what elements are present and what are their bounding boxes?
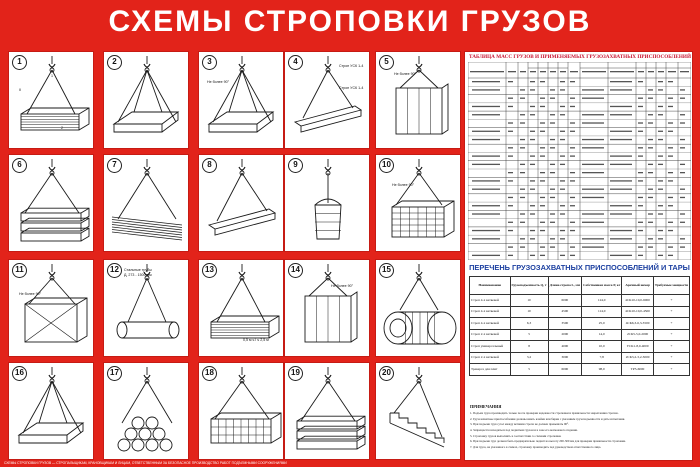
equipment-cell: +	[653, 352, 689, 364]
equipment-cell: 5	[510, 329, 548, 341]
scheme-note: Д, 273 - 1500 мм	[124, 273, 152, 277]
equipment-cell: Строп универсальный	[470, 341, 511, 353]
scheme-note: Не более 90°	[331, 284, 354, 288]
equipment-row	[470, 341, 690, 353]
equipment-cell: 10	[510, 306, 548, 318]
loads-table-grid	[468, 62, 691, 260]
scheme-card	[375, 259, 461, 357]
equipment-table	[469, 276, 690, 376]
scheme-number: 11	[12, 263, 27, 278]
equipment-cell: 10,0	[582, 341, 622, 353]
equipment-cell: 7,8	[582, 352, 622, 364]
equipment-cell: Строп 2-х ветвевой	[470, 352, 511, 364]
note-item: 2. Грузозахватные приспособления должны иметь клейма или бирки с указанием грузоподъемности и даты испытания.	[470, 416, 626, 421]
scheme-card	[284, 259, 370, 357]
scheme-number: 4	[288, 55, 303, 70]
equipment-cell: 8	[510, 341, 548, 353]
scheme-card	[375, 51, 461, 149]
scheme-card	[8, 259, 94, 357]
note-item: 1. Подъем груза производить только после проверки надежности строповки и правильности закрепления стропов.	[470, 411, 619, 415]
scheme-card	[284, 362, 370, 460]
scheme-number: 10	[379, 158, 394, 173]
scheme-number: 7	[107, 158, 122, 173]
scheme-number: 18	[202, 366, 217, 381]
notes-list	[470, 411, 689, 451]
note-item: 5. Строповку грузов выполнять в соответствии со схемами строповки.	[470, 433, 562, 438]
equipment-table-title: ПЕРЕЧЕНЬ ГРУЗОЗАХВАТНЫХ ПРИСПОСОБЛЕНИЙ И ТАРЫ	[469, 263, 690, 272]
scheme-number: 16	[12, 366, 27, 381]
equipment-table-header	[470, 277, 690, 295]
equipment-cell: 14,0	[582, 329, 622, 341]
note-item: 7. Для груза, не указанного в схемах, строповку производить под руководством ответственного лица.	[470, 445, 602, 450]
scheme-note: Строп УСК 1-4	[339, 86, 364, 90]
equipment-cell: +	[653, 341, 689, 353]
equipment-cell: +	[653, 318, 689, 330]
equipment-cell: Строп 4-х ветвевой	[470, 306, 511, 318]
scheme-number: 12	[107, 263, 122, 278]
equipment-col-length: Длина стропа L, мм	[548, 277, 582, 295]
equipment-cell: Строп 4-х ветвевой	[470, 318, 511, 330]
equipment-cell: 4500	[548, 306, 582, 318]
scheme-number: 9	[288, 158, 303, 173]
note-item: 6. При подъеме груз должен быть предварительно поднят на высоту 200-300 мм для проверки правильности строповки.	[470, 439, 626, 444]
scheme-number: 14	[288, 263, 303, 278]
equipment-cell: 3,2	[510, 352, 548, 364]
scheme-note: 2	[61, 126, 63, 130]
scheme-card	[8, 362, 94, 460]
scheme-card	[198, 154, 284, 252]
equipment-col-required: Требуемые мощности	[653, 277, 689, 295]
note-item: 3. При подъеме груза угол между ветвями стропа не должен превышать 90°.	[470, 422, 569, 427]
equipment-row	[470, 352, 690, 364]
scheme-card	[8, 51, 94, 149]
equipment-cell: +	[653, 295, 689, 307]
equipment-cell: 2СК3,2-3,2-3000	[622, 352, 654, 364]
scheme-number: 2	[107, 55, 122, 70]
scheme-note: Не более 90°	[392, 183, 415, 187]
scheme-card	[103, 154, 189, 252]
equipment-cell: 5	[510, 364, 548, 376]
equipment-cell: 10	[510, 295, 548, 307]
equipment-cell: 2СК5-5,0-2000	[622, 329, 654, 341]
scheme-number: 19	[288, 366, 303, 381]
scheme-note: II	[19, 88, 21, 92]
scheme-number: 8	[202, 158, 217, 173]
equipment-row	[470, 306, 690, 318]
scheme-number: 1	[12, 55, 27, 70]
equipment-col-name: Наименование	[470, 277, 511, 295]
equipment-col-code: Арочный номер	[622, 277, 654, 295]
scheme-card	[284, 51, 370, 149]
notes-title: ПРИМЕЧАНИЯ	[470, 404, 502, 409]
scheme-note: Не более 90°	[207, 80, 230, 84]
equipment-cell: 6000	[548, 364, 582, 376]
scheme-number: 15	[379, 263, 394, 278]
scheme-note: Строп УСК 1-4	[339, 64, 364, 68]
equipment-cell: 114,0	[582, 306, 622, 318]
equipment-cell: 25,0	[582, 318, 622, 330]
scheme-card	[284, 154, 370, 252]
equipment-cell: 4СК10-10,0-6000	[622, 295, 654, 307]
equipment-cell: 6000	[548, 295, 582, 307]
equipment-cell: Строп 4-х ветвевой	[470, 295, 511, 307]
loads-table-title: ТАБЛИЦА МАСС ГРУЗОВ И ПРИМЕНЯЕМЫХ ГРУЗОЗАХВАТНЫХ ПРИСПОСОБЛЕНИЙ	[469, 54, 691, 60]
equipment-cell: 3000	[548, 352, 582, 364]
scheme-number: 3	[202, 55, 217, 70]
scheme-number: 5	[379, 55, 394, 70]
equipment-cell: 124,0	[582, 295, 622, 307]
equipment-row	[470, 295, 690, 307]
scheme-note: 0,5 м ≤ l ≤ 2,5 м	[243, 338, 269, 342]
scheme-card	[375, 154, 461, 252]
scheme-card	[103, 51, 189, 149]
equipment-row	[470, 329, 690, 341]
scheme-note: Стальные трубы	[124, 268, 152, 272]
scheme-number: 6	[12, 158, 27, 173]
scheme-card	[103, 259, 189, 357]
equipment-row	[470, 364, 690, 376]
scheme-note: Не более 90°	[19, 292, 42, 296]
note-item: 4. Запрещается находиться под поднятым грузом и в зоне его возможного падения.	[470, 428, 578, 433]
equipment-cell: +	[653, 364, 689, 376]
poster-title: СХЕМЫ СТРОПОВКИ ГРУЗОВ	[108, 5, 592, 38]
equipment-cell: ТР5-6000	[622, 364, 654, 376]
equipment-cell: Строп 2-х ветвевой	[470, 329, 511, 341]
scheme-card	[103, 362, 189, 460]
scheme-number: 13	[202, 263, 217, 278]
scheme-card	[198, 259, 284, 357]
scheme-number: 17	[107, 366, 122, 381]
scheme-card	[8, 154, 94, 252]
scheme-card	[375, 362, 461, 460]
scheme-note: Не более 90°	[394, 72, 417, 76]
footer-text: СХЕМЫ СТРОПОВКИ ГРУЗОВ — СТРОПАЛЬЩИКАМ, КРАНОВЩИКАМ И ЛИЦАМ, ОТВЕТСТВЕННЫМ ЗА БЕЗОПАСНОЕ ПРОИЗВОДСТВО РАБОТ ПОДЪЕМНЫМИ СООРУЖЕНИЯМИ	[4, 461, 287, 465]
scheme-number: 20	[379, 366, 394, 381]
equipment-cell: +	[653, 329, 689, 341]
equipment-cell: УСК1-8,0-4000	[622, 341, 654, 353]
equipment-cell: +	[653, 306, 689, 318]
equipment-cell: 4СК6,3-6,3-3500	[622, 318, 654, 330]
equipment-cell: 3500	[548, 318, 582, 330]
equipment-cell: 4000	[548, 341, 582, 353]
equipment-cell: 2000	[548, 329, 582, 341]
right-panel	[464, 51, 693, 461]
scheme-note: 1	[51, 74, 53, 78]
equipment-cell: 98,0	[582, 364, 622, 376]
equipment-col-mass: Собственная масса P, кг	[582, 277, 622, 295]
scheme-card	[198, 51, 284, 149]
equipment-col-capacity: Грузоподъемность Q, т	[510, 277, 548, 295]
equipment-cell: 6,3	[510, 318, 548, 330]
scheme-card	[198, 362, 284, 460]
equipment-cell: Траверса для плит	[470, 364, 511, 376]
equipment-cell: 4СК10-10,0-4500	[622, 306, 654, 318]
equipment-row	[470, 318, 690, 330]
